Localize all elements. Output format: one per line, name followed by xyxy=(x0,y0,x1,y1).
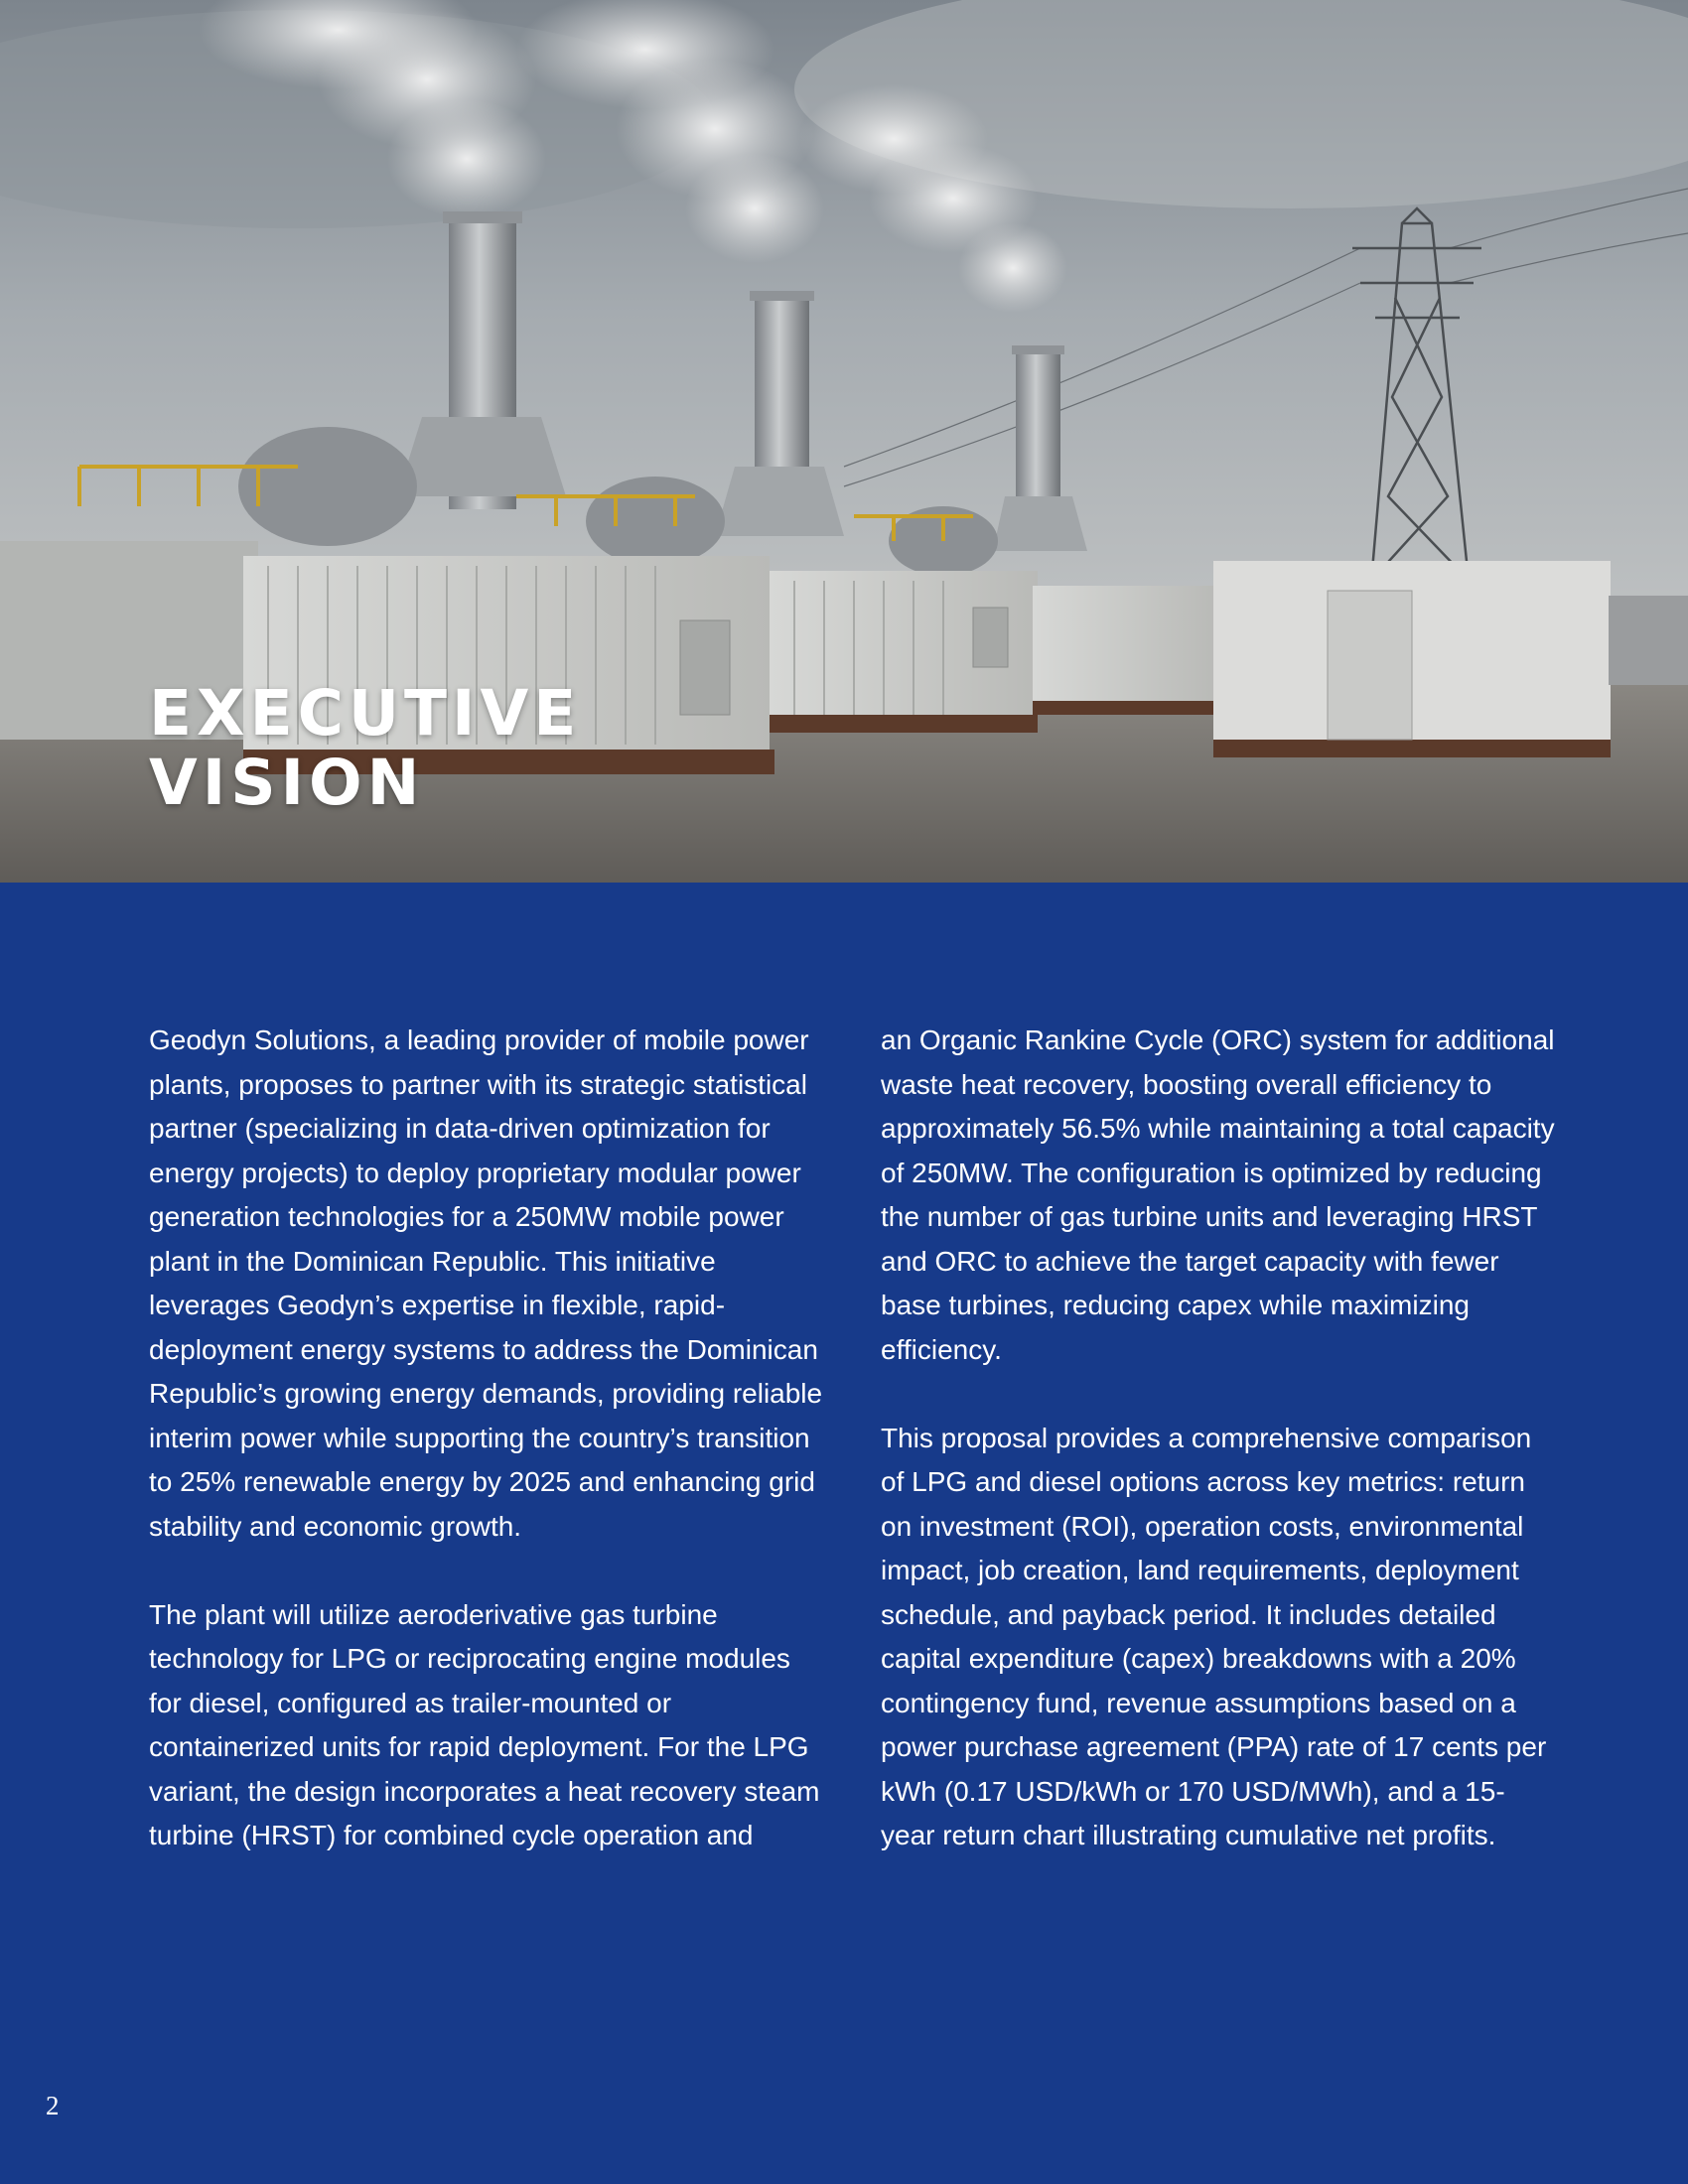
paragraph: The plant will utilize aeroderivative gas turbine technology for LPG or reciprocating engine modules for diesel, configured as trailer-mounted or containerized units for rapid deployment. For the LPG variant, the design incorporates a heat recovery steam turbine (HRST) for combined cycle operation and xyxy=(149,1598,820,1850)
paragraph: an Organic Rankine Cycle (ORC) system for additional waste heat recovery, boosting overall efficiency to approximately 56.5% while maintaining a total capacity of 250MW. The configuration is optimized by reducing the number of gas turbine units and leveraging HRST and ORC to achieve the target capacity with fewer base turbines, reducing capex while maximizing efficiency. xyxy=(881,1024,1555,1365)
page-title-line-2: VISION xyxy=(149,747,425,819)
page-title-line-1: EXECUTIVE xyxy=(149,677,582,750)
paragraph: This proposal provides a comprehensive comparison of LPG and diesel options across key metrics: return on investment (ROI), operation costs, environmental impact, job creation, land requirements, deployment schedule, and payback period. It includes detailed capital expenditure (capex) breakdowns with a 20% contingency fund, revenue assumptions based on a power purchase agreement (PPA) rate of 17 cents per kWh (0.17 USD/kWh or 170 USD/MWh), and a 15-year return chart illustrating cumulative net profits. xyxy=(881,1422,1547,1850)
hero-image xyxy=(0,0,1688,883)
left-column xyxy=(149,1019,824,1902)
page-number: 2 xyxy=(46,2091,60,2120)
right-column xyxy=(881,1019,1556,1902)
page-title xyxy=(149,679,581,818)
paragraph: Geodyn Solutions, a leading provider of mobile power plants, proposes to partner with its strategic statistical partner (specializing in data-driven optimization for energy projects) to deploy proprietary modular power generation technologies for a 250MW mobile power plant in the Dominican Republic. This initiative leverages Geodyn’s expertise in flexible, rapid-deployment energy systems to address the Dominican Republic’s growing energy demands, providing reliable interim power while supporting the country’s transition to 25% renewable energy by 2025 and enhancing grid stability and economic growth. xyxy=(149,1024,823,1542)
